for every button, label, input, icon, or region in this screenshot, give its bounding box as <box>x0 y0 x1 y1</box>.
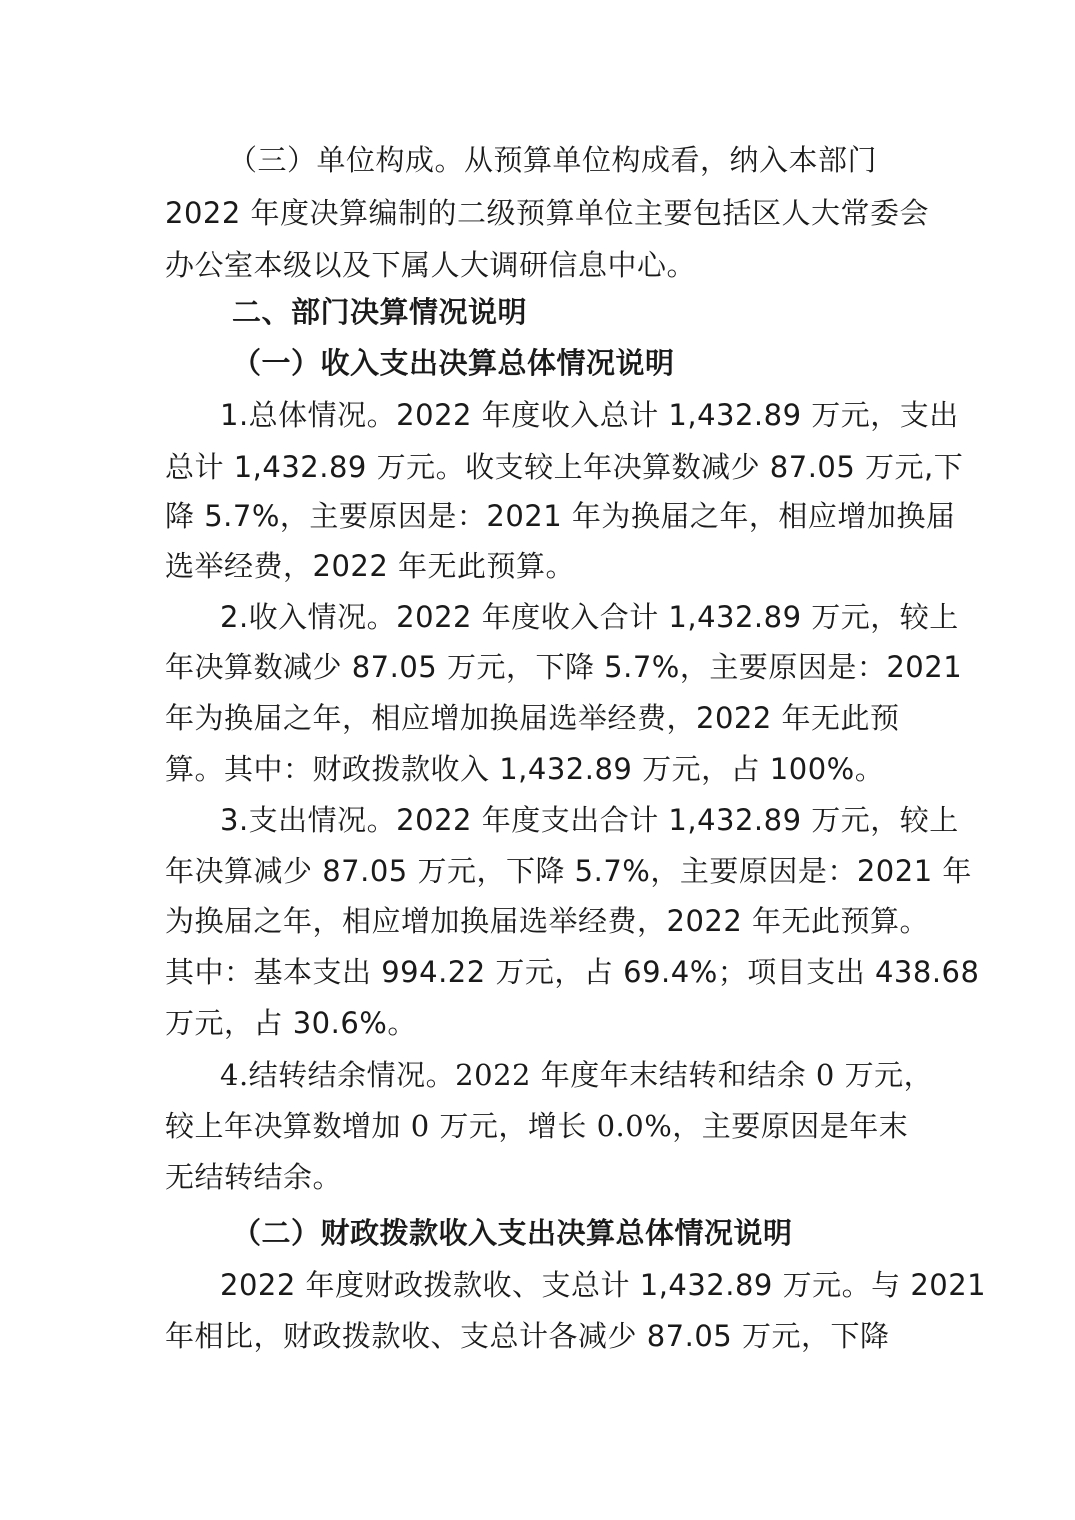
para-expenditure-line-3: 为换届之年，相应增加换届选举经费，2022 年无此预算。 <box>165 904 930 938</box>
para-expenditure-line-1: 3.支出情况。2022 年度支出合计 1,432.89 万元，较上 <box>220 803 959 837</box>
para-carryover-line-2: 较上年决算数增加 0 万元，增长 0.0%，主要原因是年末 <box>165 1109 909 1143</box>
para-carryover-line-1: 4.结转结余情况。2022 年度年末结转和结余 0 万元， <box>220 1058 934 1092</box>
para-overall-line-3: 降 5.7%，主要原因是：2021 年为换届之年，相应增加换届 <box>165 499 956 533</box>
para-expenditure-line-2: 年决算减少 87.05 万元，下降 5.7%，主要原因是：2021 年 <box>165 854 972 888</box>
para-fiscal-line-2: 年相比，财政拨款收、支总计各减少 87.05 万元，下降 <box>165 1319 890 1353</box>
subsection-heading-1: （一）收入支出决算总体情况说明 <box>232 346 675 380</box>
para-unit-composition-line-3: 办公室本级以及下属人大调研信息中心。 <box>165 248 697 282</box>
subsection-heading-2: （二）财政拨款收入支出决算总体情况说明 <box>232 1216 793 1250</box>
para-overall-line-4: 选举经费，2022 年无此预算。 <box>165 549 576 583</box>
section-heading-2: 二、部门决算情况说明 <box>232 295 528 329</box>
para-income-line-3: 年为换届之年，相应增加换届选举经费，2022 年无此预 <box>165 701 900 735</box>
para-fiscal-line-1: 2022 年度财政拨款收、支总计 1,432.89 万元。与 2021 <box>220 1268 987 1302</box>
para-unit-composition-line-2: 2022 年度决算编制的二级预算单位主要包括区人大常委会 <box>165 196 930 230</box>
para-overall-line-1: 1.总体情况。2022 年度收入总计 1,432.89 万元，支出 <box>220 398 959 432</box>
para-expenditure-line-4: 其中：基本支出 994.22 万元，占 69.4%；项目支出 438.68 <box>165 955 980 989</box>
para-income-line-4: 算。其中：财政拨款收入 1,432.89 万元，占 100%。 <box>165 752 885 786</box>
para-expenditure-line-5: 万元，占 30.6%。 <box>165 1006 417 1040</box>
para-income-line-2: 年决算数减少 87.05 万元，下降 5.7%，主要原因是：2021 <box>165 650 963 684</box>
para-unit-composition-line-1: （三）单位构成。从预算单位构成看，纳入本部门 <box>228 143 878 177</box>
para-overall-line-2: 总计 1,432.89 万元。收支较上年决算数减少 87.05 万元,下 <box>165 450 964 484</box>
para-income-line-1: 2.收入情况。2022 年度收入合计 1,432.89 万元，较上 <box>220 600 959 634</box>
para-carryover-line-3: 无结转结余。 <box>165 1160 343 1194</box>
